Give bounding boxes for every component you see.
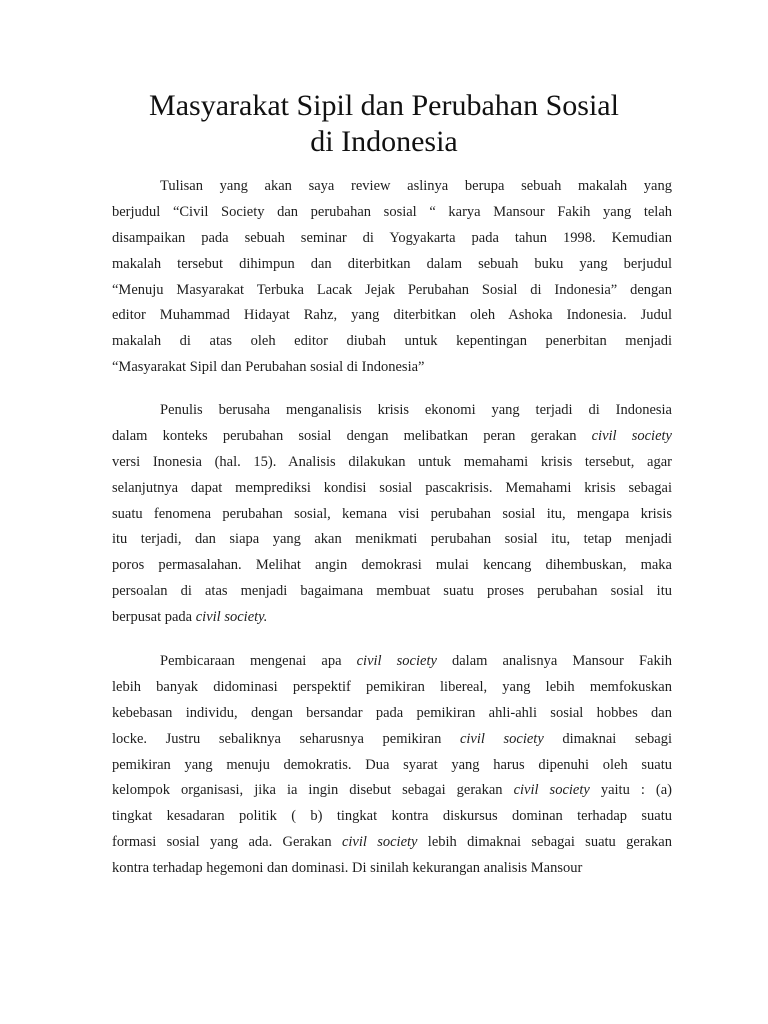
- text-segment: persoalan di atas menjadi bagaimana membuat suatu proses perubahan sosial itu: [112, 583, 672, 600]
- italic-term: civil society: [591, 427, 672, 444]
- text-segment: dimaknai sebagi: [543, 730, 672, 747]
- text-line: [112, 804, 672, 830]
- text-segment: versi Inonesia (hal. 15). Analisis dilakukan untuk memahami krisis tersebut, agar: [112, 453, 672, 470]
- text-segment: Pembicaraan mengenai apa: [160, 653, 357, 669]
- text-line: [112, 527, 672, 553]
- text-segment: “Masyarakat Sipil dan Perubahan sosial di Indonesia”: [112, 359, 425, 376]
- italic-term: civil society: [356, 653, 437, 669]
- text-segment: berpusat pada: [112, 609, 196, 626]
- text-line: [112, 200, 672, 226]
- text-line: [112, 778, 672, 804]
- text-segment: kebebasan individu, dengan bersandar pada pemikiran ahli-ahli sosial hobbes dan: [112, 704, 672, 721]
- text-segment: editor Muhammad Hidayat Rahz, yang diterbitkan oleh Ashoka Indonesia. Judul: [112, 307, 672, 324]
- text-segment: itu terjadi, dan siapa yang akan menikmati perubahan sosial itu, tetap menjadi: [112, 531, 672, 548]
- text-line: [112, 649, 672, 675]
- text-segment: lebih dimaknai sebagai suatu gerakan: [417, 834, 672, 851]
- text-line: [112, 252, 672, 278]
- text-segment: kontra terhadap hegemoni dan dominasi. Di sinilah kekurangan analisis Mansour: [112, 860, 583, 877]
- text-line: [112, 856, 672, 882]
- text-segment: kelompok organisasi, jika ia ingin disebut sebagai gerakan: [112, 782, 514, 799]
- text-line: [112, 675, 672, 701]
- text-line: [112, 830, 672, 856]
- italic-term: civil society: [341, 834, 418, 851]
- text-line: [112, 424, 672, 450]
- text-segment: poros permasalahan. Melihat angin demokrasi mulai kencang dihembuskan, maka: [112, 557, 672, 574]
- text-line: [112, 476, 672, 502]
- paragraph-1: [112, 174, 672, 381]
- text-segment: makalah tersebut dihimpun dan diterbitkan dalam sebuah buku yang berjudul: [112, 255, 672, 272]
- text-line: [112, 553, 672, 579]
- text-segment: makalah di atas oleh editor diubah untuk kepentingan penerbitan menjadi: [112, 333, 672, 350]
- document-title: [60, 88, 708, 160]
- text-segment: formasi sosial yang ada. Gerakan: [112, 834, 342, 851]
- text-line: [112, 278, 672, 304]
- paragraph-3: [112, 649, 672, 882]
- text-line: [112, 398, 672, 424]
- text-line: [112, 303, 672, 329]
- text-segment: disampaikan pada sebuah seminar di Yogyakarta pada tahun 1998. Kemudian: [112, 229, 672, 246]
- title-line-1: Masyarakat Sipil dan Perubahan Sosial: [149, 89, 619, 122]
- text-line: [112, 174, 672, 200]
- text-segment: selanjutnya dapat memprediksi kondisi sosial pascakrisis. Memahami krisis sebagai: [112, 479, 672, 496]
- text-segment: berjudul “Civil Society dan perubahan sosial “ karya Mansour Fakih yang telah: [112, 203, 672, 220]
- text-segment: tingkat kesadaran politik ( b) tingkat kontra diskursus dominan terhadap suatu: [112, 808, 672, 825]
- text-segment: Tulisan yang akan saya review aslinya berupa sebuah makalah yang: [160, 178, 672, 194]
- text-line: [112, 701, 672, 727]
- text-segment: suatu fenomena perubahan sosial, kemana visi perubahan sosial itu, mengapa krisis: [112, 505, 672, 522]
- italic-term: civil society: [513, 782, 590, 799]
- text-segment: Penulis berusaha menganalisis krisis ekonomi yang terjadi di Indonesia: [160, 402, 672, 418]
- text-line: [112, 355, 672, 381]
- text-segment: locke. Justru sebaliknya seharusnya pemikiran: [112, 730, 460, 747]
- italic-term: civil society.: [195, 609, 268, 626]
- text-segment: dalam analisnya Mansour Fakih: [436, 653, 672, 669]
- text-line: [112, 329, 672, 355]
- text-segment: “Menuju Masyarakat Terbuka Lacak Jejak Perubahan Sosial di Indonesia” dengan: [112, 281, 672, 298]
- text-line: [112, 753, 672, 779]
- italic-term: civil society: [459, 730, 544, 747]
- paragraph-2: [112, 398, 672, 631]
- text-line: [112, 605, 672, 631]
- text-line: [112, 579, 672, 605]
- text-segment: dalam konteks perubahan sosial dengan melibatkan peran gerakan: [112, 427, 592, 444]
- title-line-2: di Indonesia: [310, 125, 458, 158]
- text-segment: pemikiran yang menuju demokratis. Dua syarat yang harus dipenuhi oleh suatu: [112, 756, 672, 773]
- text-line: [112, 226, 672, 252]
- text-line: [112, 450, 672, 476]
- text-segment: lebih banyak didominasi perspektif pemikiran libereal, yang lebih memfokuskan: [112, 678, 672, 695]
- text-line: [112, 727, 672, 753]
- text-segment: yaitu : (a): [589, 782, 672, 799]
- text-line: [112, 502, 672, 528]
